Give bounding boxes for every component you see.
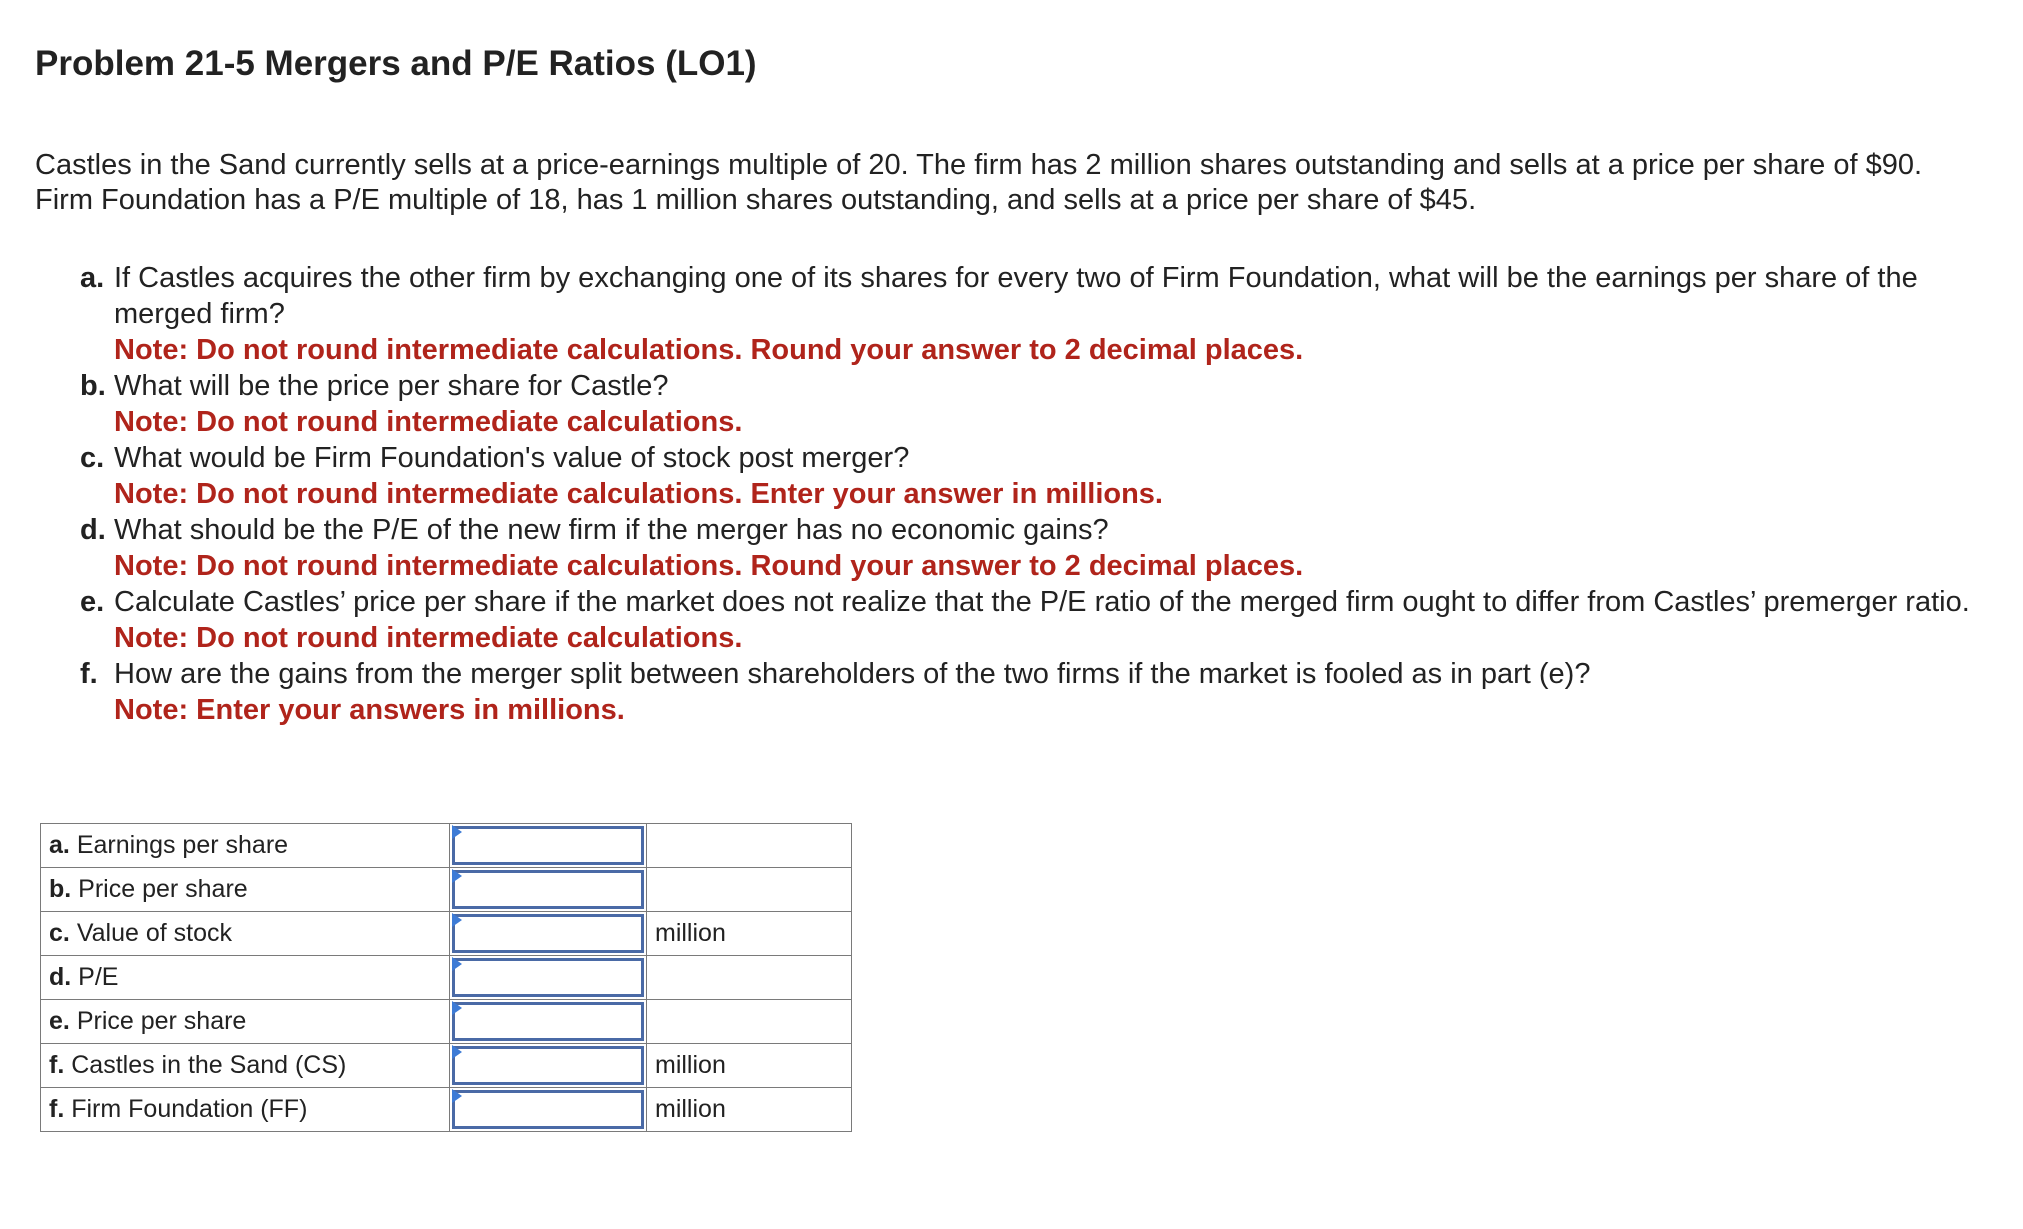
- part-letter: a.: [80, 262, 105, 294]
- input-marker-icon: [452, 825, 462, 839]
- answer-input-cell[interactable]: [450, 956, 647, 1000]
- answer-unit: million: [647, 1088, 852, 1132]
- question-part-d: [80, 512, 1980, 584]
- input-marker-icon: [452, 1089, 462, 1103]
- answer-unit: [647, 1000, 852, 1044]
- answer-input-cell[interactable]: [450, 824, 647, 868]
- part-question: What will be the price per share for Castle?: [114, 370, 669, 402]
- part-letter: e.: [80, 586, 105, 618]
- answer-row-price-per-share-e: [41, 1000, 852, 1044]
- value-of-stock-input[interactable]: [452, 914, 644, 953]
- firm-foundation-gain-input[interactable]: [452, 1090, 644, 1129]
- answer-input-cell[interactable]: [450, 1000, 647, 1044]
- input-marker-icon: [452, 869, 462, 883]
- question-list: [80, 260, 1980, 728]
- input-marker-icon: [452, 957, 462, 971]
- answer-unit: million: [647, 912, 852, 956]
- answer-label: e. Price per share: [41, 1000, 450, 1044]
- question-part-a: [80, 260, 1980, 368]
- part-question: What would be Firm Foundation's value of stock post merger?: [114, 442, 910, 474]
- answer-unit: [647, 956, 852, 1000]
- castles-gain-input[interactable]: [452, 1046, 644, 1085]
- pe-input[interactable]: [452, 958, 644, 997]
- answer-row-value-of-stock: [41, 912, 852, 956]
- answer-row-earnings-per-share: [41, 824, 852, 868]
- answer-label: b. Price per share: [41, 868, 450, 912]
- part-question: What should be the P/E of the new firm if the merger has no economic gains?: [114, 514, 1109, 546]
- earnings-per-share-input[interactable]: [452, 826, 644, 865]
- part-question: If Castles acquires the other firm by exchanging one of its shares for every two of Firm Foundation, what will be the earnings per share of the merged firm?: [114, 262, 1918, 330]
- part-question: Calculate Castles’ price per share if the market does not realize that the P/E ratio of the merged firm ought to differ from Castles’ premerger ratio.: [114, 586, 1970, 618]
- answer-label: f. Firm Foundation (FF): [41, 1088, 450, 1132]
- part-note: Note: Do not round intermediate calculations.: [114, 406, 743, 438]
- part-note: Note: Do not round intermediate calculations. Round your answer to 2 decimal places.: [114, 550, 1304, 582]
- part-note: Note: Do not round intermediate calculations.: [114, 622, 743, 654]
- question-part-f: [80, 656, 1980, 728]
- problem-title: Problem 21-5 Mergers and P/E Ratios (LO1): [35, 44, 757, 83]
- part-letter: c.: [80, 442, 105, 474]
- part-note: Note: Do not round intermediate calculations. Enter your answer in millions.: [114, 478, 1163, 510]
- price-per-share-fooled-input[interactable]: [452, 1002, 644, 1041]
- question-part-e: [80, 584, 1980, 656]
- answer-label: d. P/E: [41, 956, 450, 1000]
- price-per-share-input[interactable]: [452, 870, 644, 909]
- part-letter: d.: [80, 514, 106, 546]
- question-part-c: [80, 440, 1980, 512]
- answer-row-price-per-share-b: [41, 868, 852, 912]
- input-marker-icon: [452, 1001, 462, 1015]
- answer-label: f. Castles in the Sand (CS): [41, 1044, 450, 1088]
- part-question: How are the gains from the merger split between shareholders of the two firms if the market is fooled as in part (e)?: [114, 658, 1591, 690]
- answer-row-firm-foundation-gain: [41, 1088, 852, 1132]
- answer-label: a. Earnings per share: [41, 824, 450, 868]
- answer-row-pe: [41, 956, 852, 1000]
- answer-unit: [647, 868, 852, 912]
- answer-unit: million: [647, 1044, 852, 1088]
- part-note: Note: Enter your answers in millions.: [114, 694, 625, 726]
- question-part-b: [80, 368, 1980, 440]
- answer-input-cell[interactable]: [450, 868, 647, 912]
- answer-input-cell[interactable]: [450, 1088, 647, 1132]
- answer-input-cell[interactable]: [450, 1044, 647, 1088]
- part-letter: b.: [80, 370, 106, 402]
- input-marker-icon: [452, 913, 462, 927]
- answer-table: [40, 823, 852, 1132]
- problem-intro: Castles in the Sand currently sells at a price-earnings multiple of 20. The firm has 2 million shares outstanding and sells at a price per share of $90. Firm Foundation has a P/E multiple of 18, has 1 million shares outstanding, and sells at a price per share of $45.: [35, 149, 1923, 216]
- answer-row-castles-gain: [41, 1044, 852, 1088]
- part-letter: f.: [80, 658, 98, 690]
- part-note: Note: Do not round intermediate calculations. Round your answer to 2 decimal places.: [114, 334, 1304, 366]
- answer-input-cell[interactable]: [450, 912, 647, 956]
- answer-unit: [647, 824, 852, 868]
- input-marker-icon: [452, 1045, 462, 1059]
- answer-label: c. Value of stock: [41, 912, 450, 956]
